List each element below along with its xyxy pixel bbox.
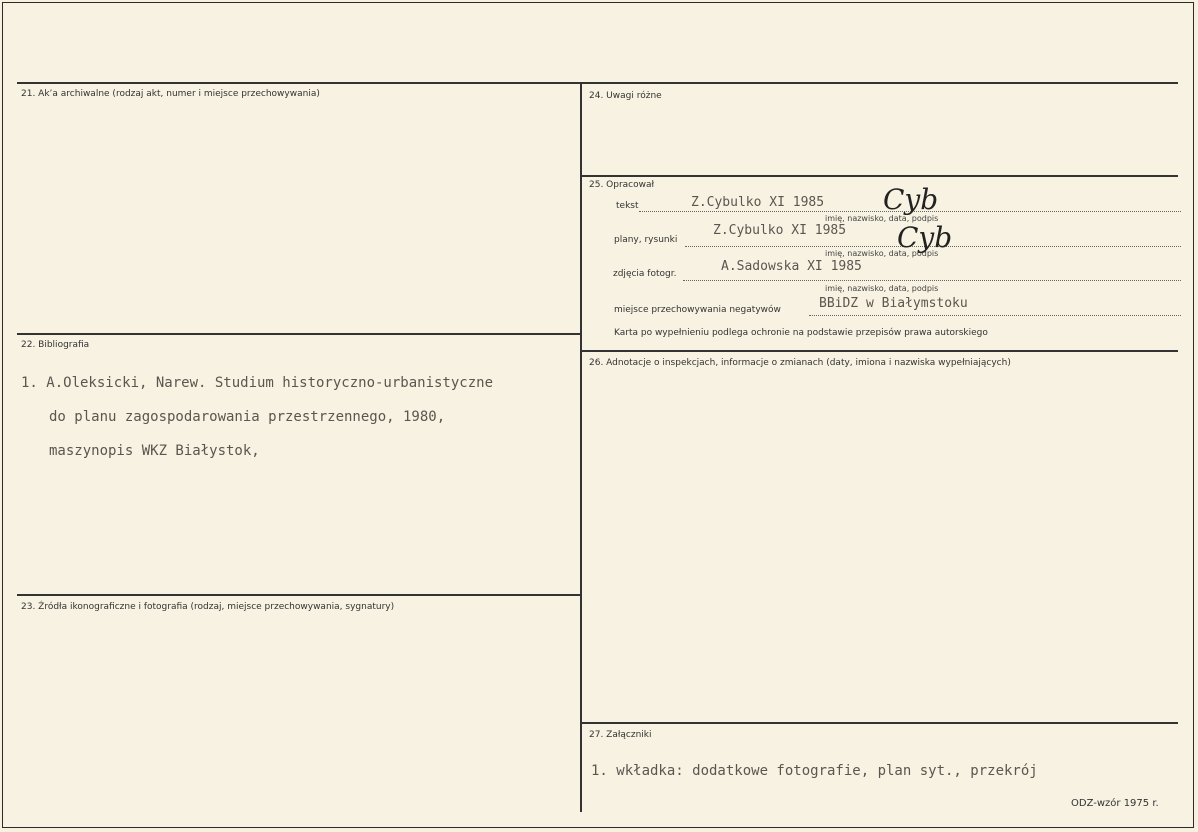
tekst-hint: imię, nazwisko, data, podpis: [825, 214, 939, 223]
negatywy-label: miejsce przechowywania negatywów: [614, 305, 781, 315]
zdjecia-hint: imię, nazwisko, data, podpis: [825, 284, 939, 293]
tekst-value: Z.Cybulko XI 1985: [691, 195, 825, 210]
section-21-label: 21. Ak’a archiwalne (rodzaj akt, numer i miejsce przechowywania): [21, 89, 320, 99]
top-rule: [17, 82, 1178, 84]
plany-value: Z.Cybulko XI 1985: [713, 223, 847, 238]
section-23-label: 23. Źródła ikonograficzne i fotografia (rodzaj, miejsce przechowywania, sygnatury): [21, 602, 395, 612]
copyright-note: Karta po wypełnieniu podlega ochronie na podstawie przepisów prawa autorskiego: [614, 328, 988, 338]
rule-25: [582, 175, 1178, 177]
tekst-label: tekst: [616, 201, 639, 211]
section-22-label: 22. Bibliografia: [21, 340, 90, 350]
signature-2: Cyb: [897, 221, 953, 254]
bibliography-line-3: maszynopis WKZ Białystok,: [49, 443, 260, 459]
attachment-line: 1. wkładka: dodatkowe fotografie, plan syt., przekrój: [591, 763, 1038, 779]
rule-27: [582, 722, 1178, 724]
section-27-label: 27. Załączniki: [589, 730, 652, 740]
signature-1: Cyb: [883, 183, 939, 216]
rule-23: [17, 594, 580, 596]
form-code: ODZ-wzór 1975 r.: [1071, 798, 1159, 809]
plany-label: plany, rysunki: [614, 235, 678, 245]
negatywy-line: [809, 315, 1181, 316]
zdjecia-label: zdjęcia fotogr.: [613, 269, 677, 279]
section-24-label: 24. Uwagi różne: [589, 91, 662, 101]
zdjecia-line: [683, 280, 1181, 281]
rule-26: [582, 350, 1178, 352]
rule-22: [17, 333, 580, 335]
center-rule: [580, 82, 582, 812]
section-25-label: 25. Opracował: [589, 180, 655, 190]
zdjecia-value: A.Sadowska XI 1985: [721, 259, 862, 274]
negatywy-value: BBiDZ w Białymstoku: [819, 296, 968, 311]
section-26-label: 26. Adnotacje o inspekcjach, informacje o zmianach (daty, imiona i nazwiska wypełniających): [589, 358, 1011, 368]
plany-hint: imię, nazwisko, data, podpis: [825, 249, 939, 258]
bibliography-line-2: do planu zagospodarowania przestrzennego, 1980,: [49, 409, 446, 425]
record-card: [2, 2, 1194, 828]
bibliography-line-1: 1. A.Oleksicki, Narew. Studium historyczno-urbanistyczne: [21, 375, 494, 391]
